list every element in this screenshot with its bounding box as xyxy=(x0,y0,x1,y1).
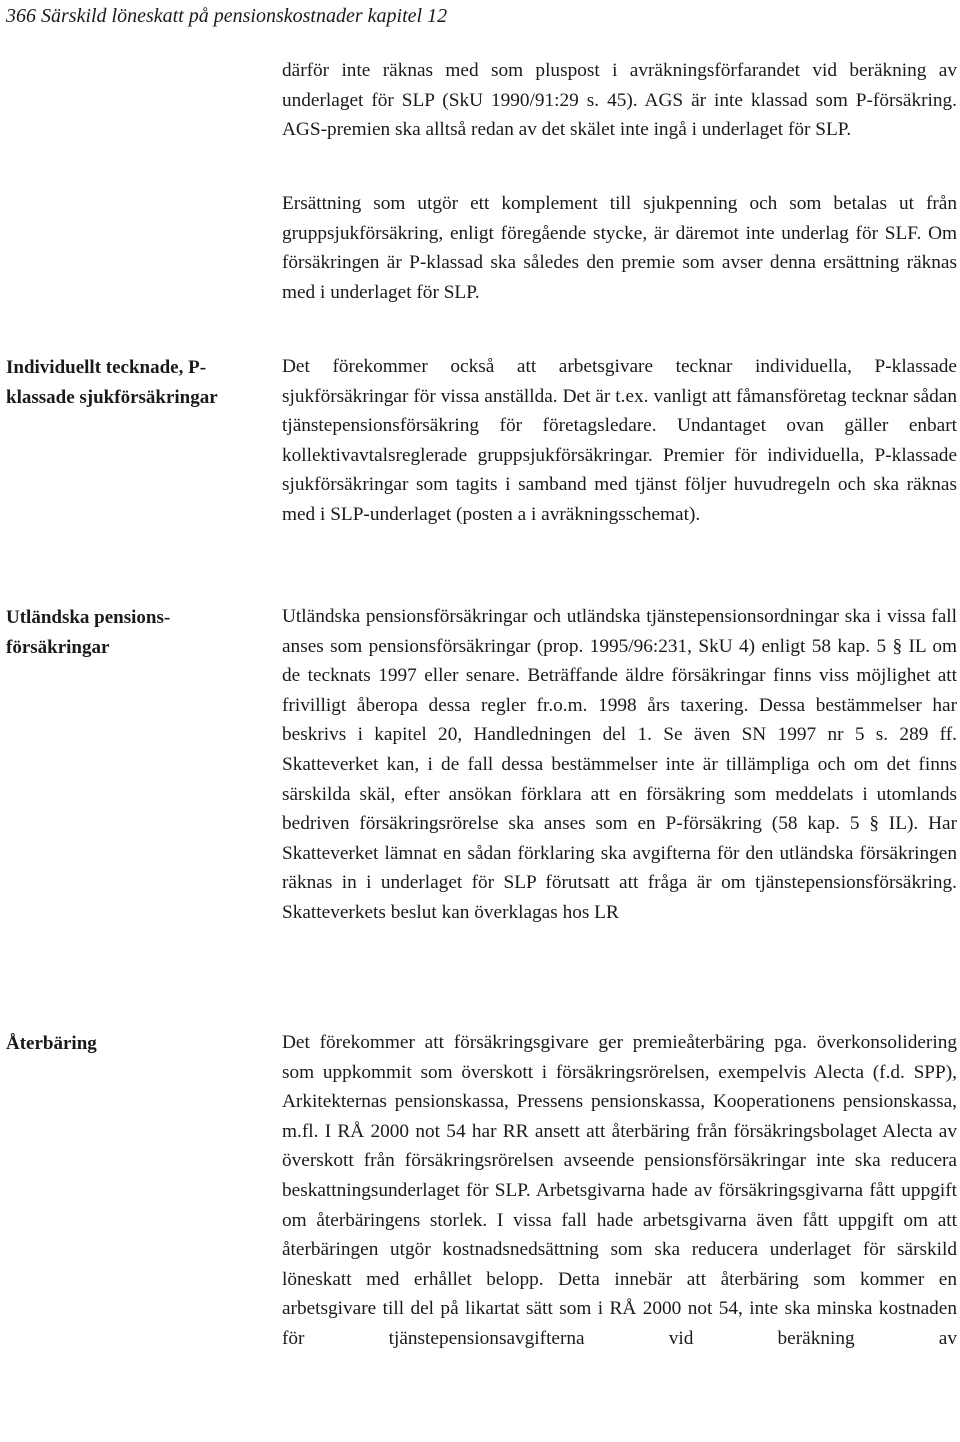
paragraph-ags: därför inte räknas med som pluspost i avräkningsförfarandet vid beräkning av underlaget för SLP (SkU 1990/91:29 s. 45). AGS är inte klassad som P-försäkring. AGS-premien ska alltså redan av det skälet inte ingå i underlaget för SLP. xyxy=(282,60,957,141)
paragraph-individual-insurance: Det förekommer också att arbetsgivare tecknar individuella, P-klassade sjukförsäkringar för vissa anställda. Det är t.ex. vanligt att fåmansföretag tecknar sådan tjänstepensionsförsäkring för företagsledare. Undantaget ovan gäller enbart kollektivavtalsreglerade gruppsjukförsäkringar. Premier för individuella, P-klassade sjukförsäkringar som tagits i samband med tjänst följer huvudregeln och ska räknas med i SLP-underlaget (posten a i avräkningsschemat). xyxy=(282,356,957,525)
margin-heading-foreign-pension: Utländska pensions-försäkringar xyxy=(6,607,171,658)
margin-heading-individual-insurance: Individuellt tecknade, P-klassade sjukförsäkringar xyxy=(6,357,218,408)
paragraph-refund: Det förekommer att försäkringsgivare ger premieåterbäring pga. överkonsolidering som uppkommit som överskott i försäkringsrörelsen, exempelvis Alecta (f.d. SPP), Arkitekternas pensionskassa, Pressens pensionskassa, Kooperationens pensionskassa, m.fl. I RÅ 2000 not 54 har RR ansett att återbäring från försäkringsbolaget Alecta av överskott från försäkringsrörelsen avseende pensionsförsäkringar inte ska reducera beskattningsunderlaget för SLP. Arbetsgivarna hade av försäkringsgivarna fått uppgift om återbäringens storlek. I vissa fall hade arbetsgivarna även fått uppgift om att återbäringen utgör kostnadsnedsättning som ska reducera underlaget för särskild löneskatt med erhållet belopp. Detta innebär att återbäring som kommer en arbetsgivare till del på likartat sätt som i RÅ 2000 not 54, inte ska minska kostnaden för tjänstepensionsavgifterna vid beräkning av xyxy=(282,1032,957,1349)
chapter-title: Särskild löneskatt på pensionskostnader kapitel 12 xyxy=(41,5,448,27)
paragraph-foreign-pension: Utländska pensionsförsäkringar och utländska tjänstepensionsordningar ska i vissa fall anses som pensionsförsäkringar (prop. 1995/96:231, SkU 4) enligt 58 kap. 5 § IL om de tecknats 1997 eller senare. Beträffande äldre försäkringar finns viss möjlighet att frivilligt åberopa dessa regler fr.o.m. 1998 års taxering. Dessa bestämmelser har beskrivs i kapitel 20, Handledningen del 1. Se även SN 1997 nr 5 s. 289 ff. Skatteverket kan, i de fall dessa bestämmelser inte är tillämpliga och om det finns särskilda skäl, efter ansökan förklara att en försäkring som meddelats i utomlands bedriven försäkringsrörelse ska anses som en P-försäkring (58 kap. 5 § IL). Har Skatteverket lämnat en sådan förklaring ska avgifterna för den utländska försäkringen räknas in i underlaget för SLP förutsatt att fråga är om tjänstepensionsförsäkring. Skatteverkets beslut kan överklagas hos LR xyxy=(282,606,957,923)
margin-heading-refund: Återbäring xyxy=(6,1033,97,1054)
page-number: 366 xyxy=(6,5,36,27)
running-header xyxy=(6,2,447,30)
paragraph-compensation: Ersättning som utgör ett komplement till sjukpenning och som betalas ut från gruppsjukförsäkring, enligt föregående stycke, är däremot inte underlag för SLF. Om försäkringen är P-klassad ska således den premie som avser denna ersättning räknas med i underlaget för SLP. xyxy=(282,193,957,303)
